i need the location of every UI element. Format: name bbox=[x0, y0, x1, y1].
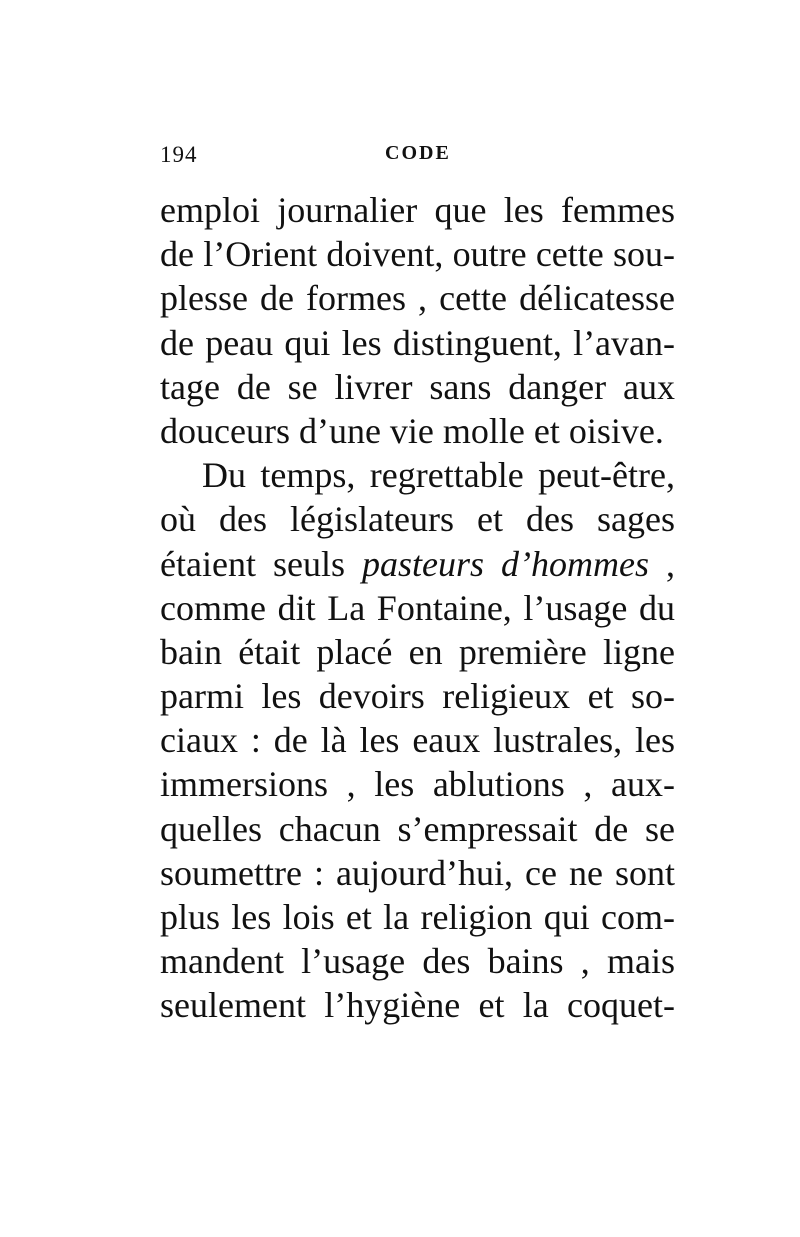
text-line: tage de se livrer sans danger aux bbox=[160, 366, 675, 407]
text-line: où des législateurs et des sages bbox=[160, 499, 675, 540]
text-line: ciaux : de là les eaux lustrales, les bbox=[160, 720, 675, 761]
text-line: soumettre : aujourd’hui, ce ne sont bbox=[160, 852, 675, 893]
paragraph-2 bbox=[160, 453, 675, 1027]
text-line: plesse de formes , cette délicatesse bbox=[160, 278, 675, 319]
text-line: bain était placé en première ligne bbox=[160, 631, 675, 672]
page-number: 194 bbox=[160, 142, 198, 167]
text-line: plus les lois et la religion qui com- bbox=[160, 897, 675, 937]
body-text bbox=[160, 188, 675, 1028]
text-line: parmi les devoirs religieux et so- bbox=[160, 676, 675, 717]
text-line: mandent l’usage des bains , mais bbox=[160, 941, 675, 982]
text-line: emploi journalier que les femmes bbox=[160, 190, 675, 230]
text-line: seulement l’hygiène et la coquet- bbox=[160, 985, 675, 1026]
text-segment: , bbox=[648, 543, 675, 584]
paragraph-1 bbox=[160, 188, 675, 453]
text-line: de peau qui les distinguent, l’avan- bbox=[160, 322, 675, 363]
text-line: comme dit La Fontaine, l’usage du bbox=[160, 587, 675, 628]
italic-phrase: pasteurs d’hommes bbox=[361, 543, 649, 584]
text-line: douceurs d’une vie molle et oisive. bbox=[160, 410, 664, 451]
text-line: quelles chacun s’empressait de se bbox=[160, 808, 675, 849]
text-line: Du temps, regrettable peut-être, bbox=[202, 455, 675, 496]
text-line: de l’Orient doivent, outre cette sou- bbox=[160, 234, 675, 275]
running-head bbox=[160, 142, 680, 176]
text-line: immersions , les ablutions , aux- bbox=[160, 764, 675, 805]
running-title: CODE bbox=[385, 142, 451, 164]
text-line-with-italic bbox=[160, 542, 675, 586]
text-segment: étaient seuls bbox=[160, 543, 362, 584]
